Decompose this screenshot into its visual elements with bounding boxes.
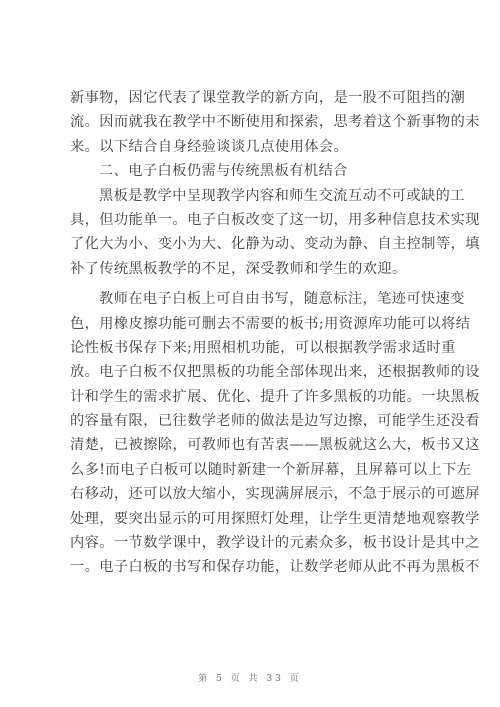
heading-line: 二、电子白板仍需与传统黑板有机结合: [99, 163, 348, 180]
text-line: 一。电子白板的书写和保存功能，让数学老师从此不再为黑板不: [70, 559, 480, 576]
text-line: 放。电子白板不仅把黑板的功能全部体现出来，还根据教师的设: [70, 364, 480, 381]
paragraph-whiteboard: [70, 287, 480, 580]
body-text: [70, 86, 480, 580]
page-number-footer: 第 5 页 共 33 页: [198, 674, 302, 684]
text-line: 色，用橡皮擦功能可删去不需要的板书;用资源库功能可以将结: [70, 315, 471, 332]
text-line: 来。以下结合自身经验谈谈几点使用体会。: [70, 138, 349, 155]
paragraph-blackboard: [70, 184, 480, 282]
text-line: 论性板书保存下来;用照相机功能，可以根据教学需求适时重: [70, 339, 456, 356]
text-line: 具，但功能单一。电子白板改变了这一切，用多种信息技术实现: [70, 211, 480, 228]
text-line: 补了传统黑板教学的不足，深受教师和学生的欢迎。: [70, 260, 407, 277]
text-line: 黑板是教学中呈现教学内容和师生交流互动不可或缺的工: [99, 187, 465, 204]
text-line: 流。因而就我在教学中不断使用和探索，思考着这个新事物的未: [70, 114, 480, 131]
text-line: 的容量有限，已往数学老师的做法是边写边擦，可能学生还没看: [70, 413, 480, 430]
text-line: 教师在电子白板上可自由书写，随意标注，笔迹可快速变: [99, 291, 465, 308]
text-line: 新事物，因它代表了课堂教学的新方向，是一股不可阻挡的潮: [70, 90, 466, 106]
paragraph-intro: [70, 86, 480, 159]
text-line: 清楚，已被擦除，可教师也有苦衷——黑板就这么大，板书又这: [70, 437, 480, 454]
text-line: 计和学生的需求扩展、优化、提升了许多黑板的功能。一块黑板: [70, 388, 480, 405]
text-line: 右移动，还可以放大缩小，实现满屏展示，不急于展示的可遮屏: [70, 486, 480, 503]
text-line: 么多!而电子白板可以随时新建一个新屏幕，且屏幕可以上下左: [70, 461, 472, 478]
text-line: 内容。一节数学课中，教学设计的元素众多，板书设计是其中之: [70, 535, 480, 552]
section-heading: [70, 159, 434, 183]
text-line: 了化大为小、变小为大、化静为动、变动为静、自主控制等，填: [70, 236, 480, 253]
text-line: 处理，要突出显示的可用探照灯处理，让学生更清楚地观察教学: [70, 510, 480, 527]
